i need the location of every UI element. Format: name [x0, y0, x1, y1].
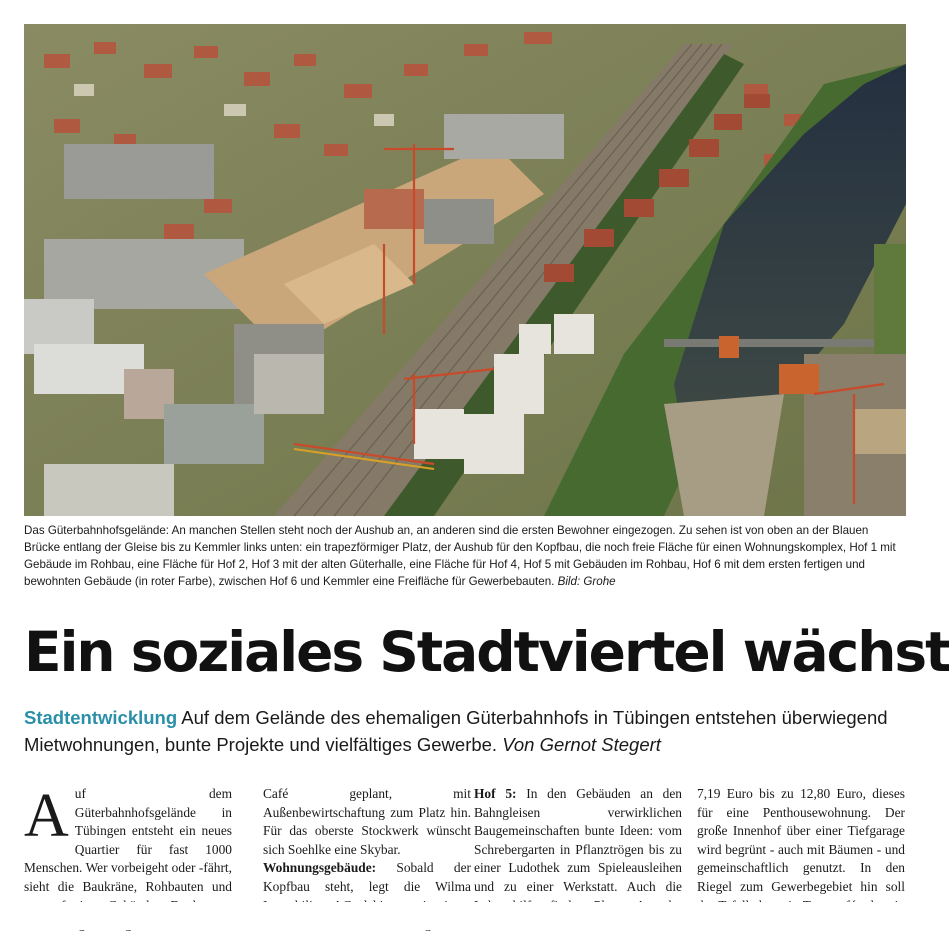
subhead-hof-5: Hof 5:: [474, 786, 517, 801]
deck-text: Auf dem Gelände des ehemaligen Güterbahnhofs in Tübingen entstehen überwiegend Mietwohnungen, bunte Projekte und vielfältiges Gewerbe.: [24, 707, 888, 755]
column-4-text: 7,19 Euro bis zu 12,80 Euro, dieses für eine Penthousewohnung. Der große Innenhof über einer Tiefgarage wird begrünt - auch mit Bäumen - und gemeinschaftlich genutzt. In den Riegel zum Gewerbegebiet hin soll: [697, 786, 905, 894]
author-byline: Von Gernot Stegert: [502, 734, 661, 755]
column-2-text-b: Sobald der Kopfbau steht, legt die Wilma: [263, 860, 471, 894]
photo-credit: Bild: Grohe: [557, 575, 616, 588]
photo-caption: [24, 522, 906, 590]
headline: Ein soziales Stadtviertel wächst: [24, 620, 949, 684]
article-column-3: [474, 785, 682, 905]
page-crop-edge: [0, 902, 930, 930]
subhead-wohnungsgebaeude: Wohnungsgebäude:: [263, 860, 377, 876]
aerial-photo: [24, 24, 906, 516]
article-column-2: [263, 785, 471, 905]
column-3-text: In den Gebäuden an den Bahngleisen verwirklichen Baugemeinschaften bunte Ideen: vom Schrebergarten in Pflanztrögen bis zu einer Ludothek zum Spieleausleihen und zu einer Werkstatt. Auch die: [474, 786, 682, 894]
caption-text: Das Güterbahnhofsgelände: An manchen Stellen steht noch der Aushub an, an anderen sind die ersten Bewohner eingezogen. Zu sehen ist von oben an der Blauen Brücke entlang der Gleise bis zu Kemmler links unten: ein trapezförmiger Platz, der Aushub für den Kopfbau, die noch freie Fläche für einen Wohnungskomplex, Hof 1 mit Gebäude im Rohbau, eine Fläche für Hof 2, Hof 3 mit der alten Güterhalle, eine Fläche für Hof 4, Hof 5 mit Gebäuden im Rohbau, Hof 6 mit dem ersten fertigen und bewohnten Gebäude (in roter Farbe), zwischen Hof 6 und Kemmler eine Freifläche für Gewerbebauten.: [24, 524, 896, 588]
column-2-text-a: Café geplant, mit Außenbewirtschaftung zum Platz hin. Für das oberste Stockwerk wünscht sich Soehlke eine Skybar.: [263, 786, 471, 857]
article-column-4: [697, 785, 905, 905]
article-column-1: [24, 782, 232, 905]
column-1-text: uf dem Güterbahnhofsgelände in Tübingen entsteht ein neues Quartier für fast 1000 Menschen. Wer vorbeigeht oder -fährt, sieht die Baukräne, Rohbauten und: [24, 786, 232, 894]
kicker: Stadtentwicklung: [24, 707, 178, 728]
drop-cap: A: [24, 782, 69, 850]
deck: [24, 704, 914, 758]
